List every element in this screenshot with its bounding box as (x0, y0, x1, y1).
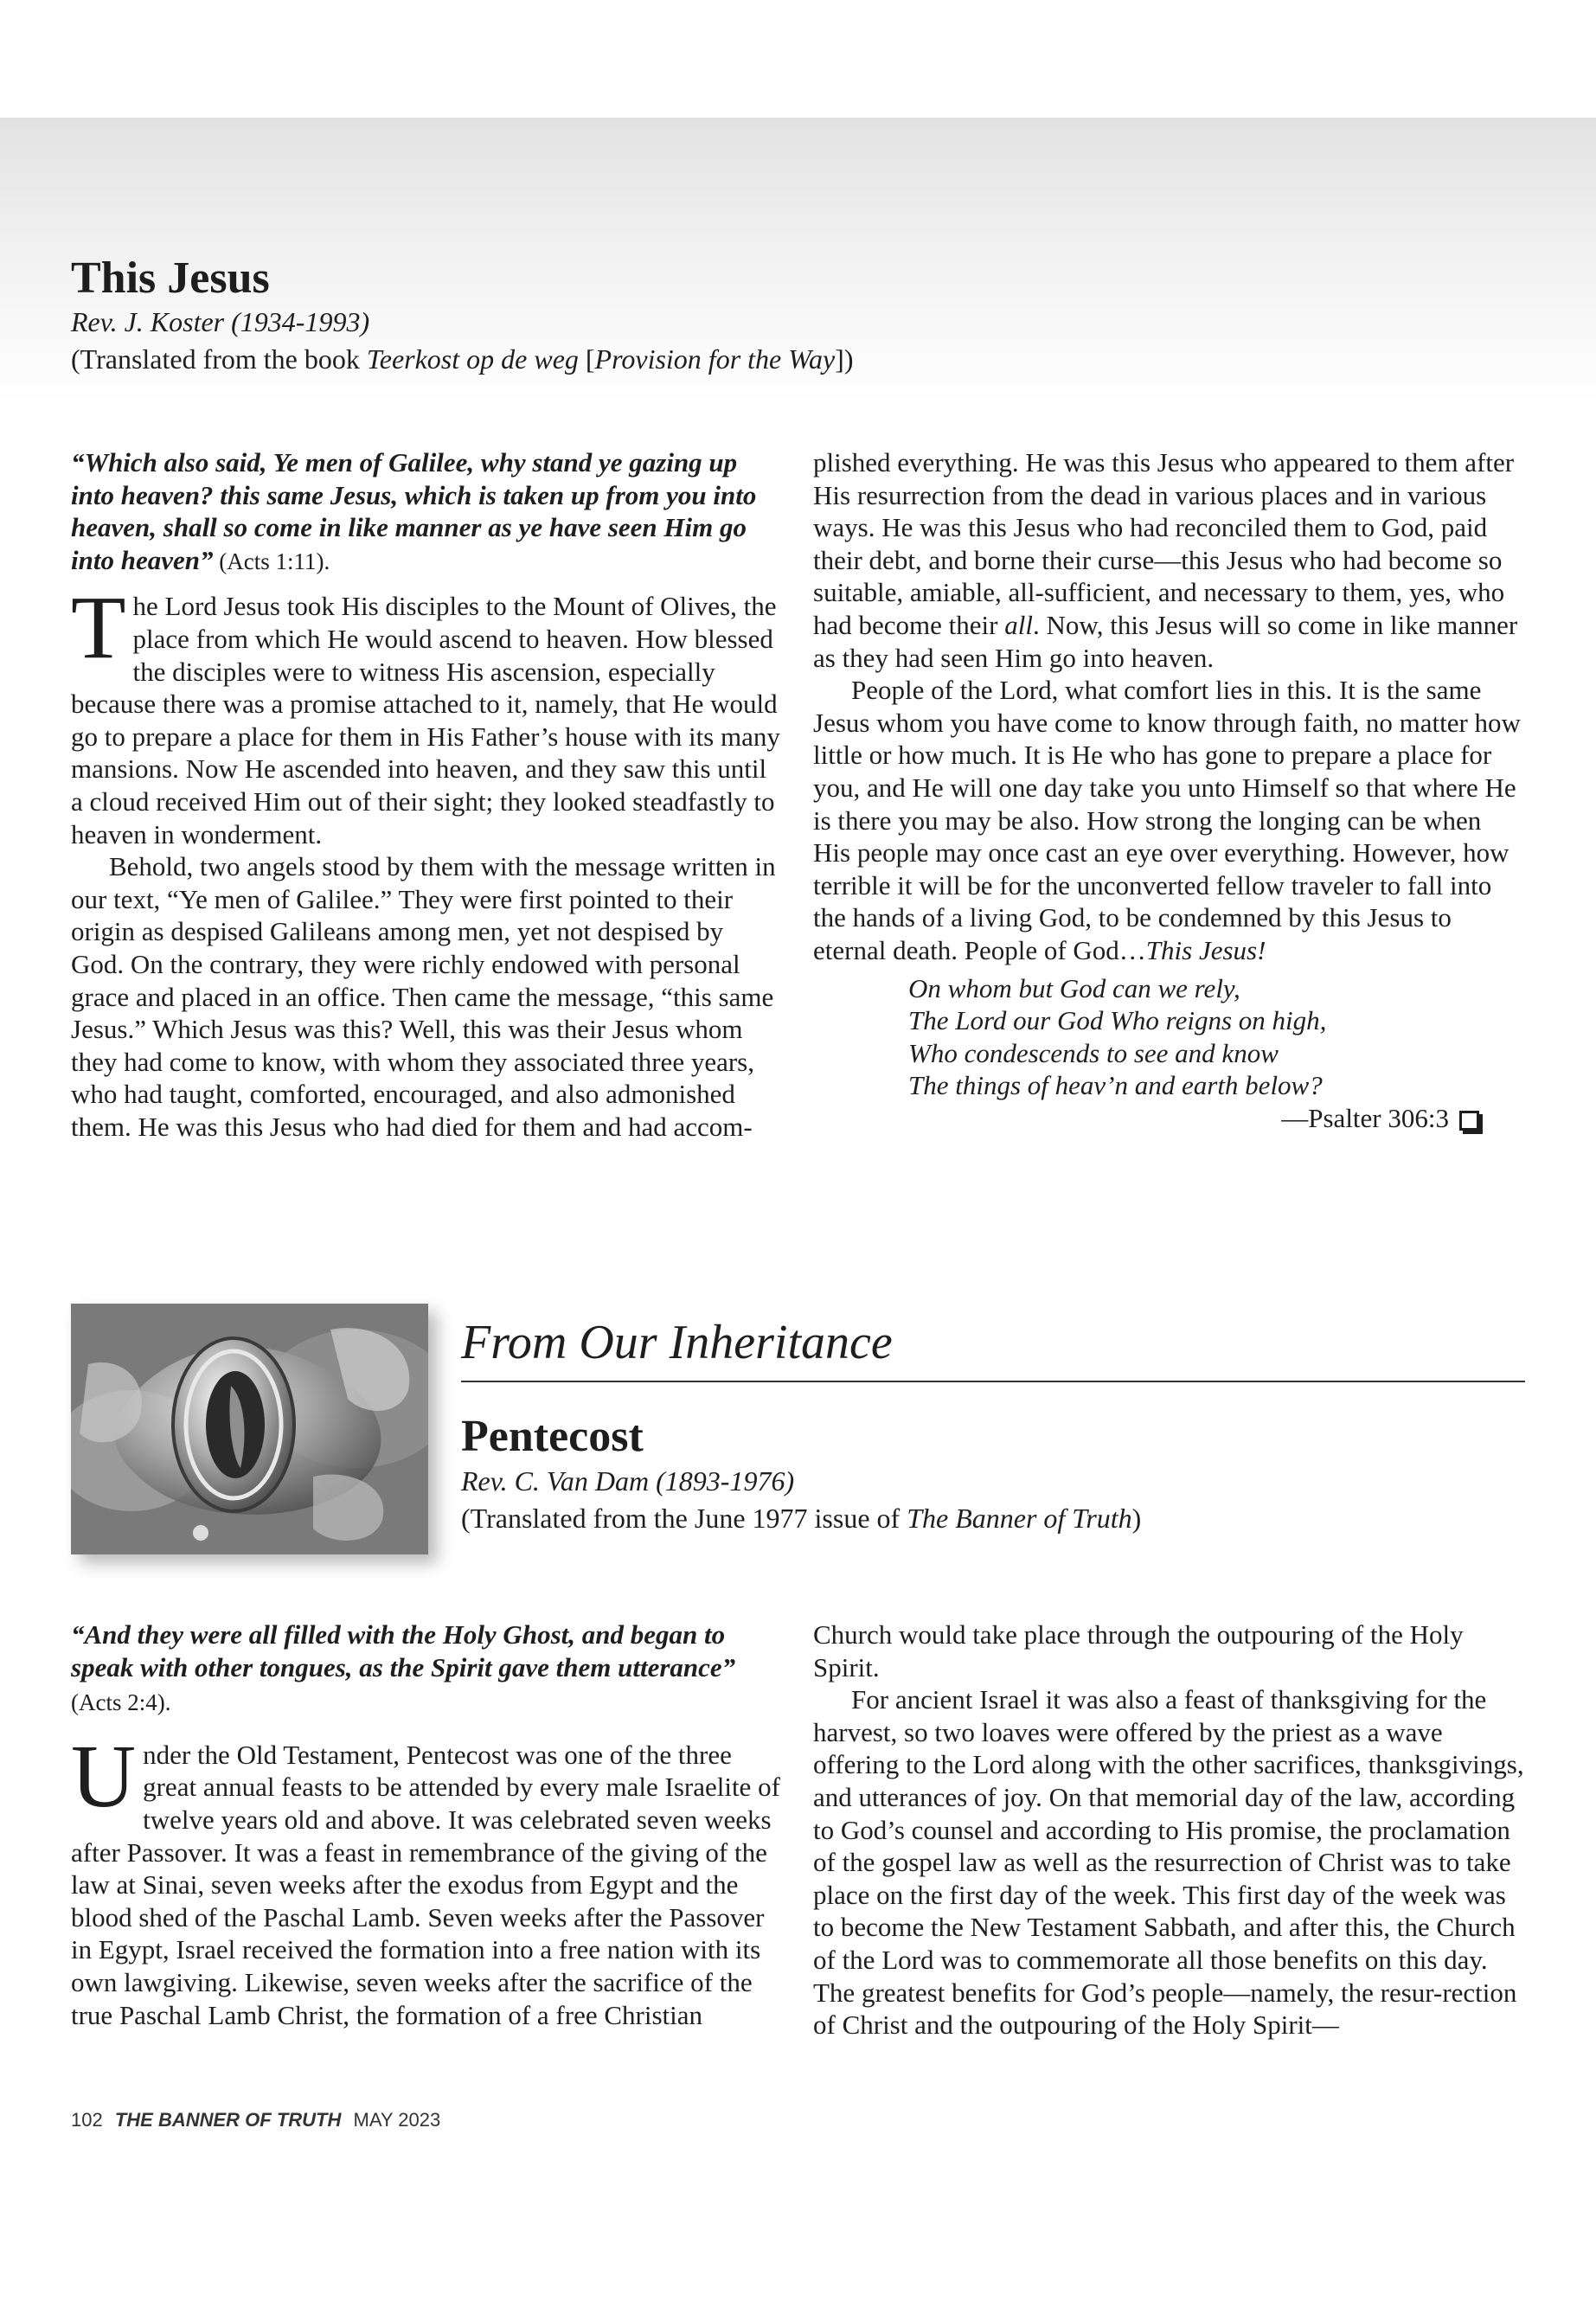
paragraph: Church would take place through the outpouring of the Holy Spirit. (813, 1619, 1464, 1682)
page-number: 102 (71, 2109, 103, 2131)
ring-photo (71, 1304, 428, 1554)
section-heading: From Our Inheritance (461, 1308, 1525, 1382)
article-column-right (813, 1618, 1524, 2041)
article-author: Rev. C. Van Dam (1893-1976) (461, 1465, 795, 1497)
poem-line: Who condescends to see and know (908, 1037, 1279, 1068)
article-column-right (813, 446, 1524, 1134)
article-source: (Translated from the book Teerkost op de weg [Provision for the Way]) (71, 343, 854, 375)
ring-icon (71, 1304, 428, 1554)
paragraph: For ancient Israel it was also a feast of thanksgiving for the harvest, so two loaves were offered by the priest as a wave offering to the Lord along with the other sacrifices, thanksgivings, and utterances of joy. On that memorial day of the law, according to God’s counsel and according to His promise, the proclamation of the gospel law as well as the resurrection of Christ was to take place on the first day of the week. This first day of the week was to become the New Testament Sabbath, and after this, the Church of the Lord was to commemorate all those benefits on this day. The greatest benefits for God’s people—namely, the resur-rection of Christ and the outpouring of the Holy Spirit— (813, 1684, 1524, 2041)
article-title: This Jesus (71, 253, 270, 303)
drop-cap: U (71, 1726, 137, 1826)
article-header (461, 1410, 1525, 1538)
article-header (71, 253, 1542, 379)
article-author: Rev. J. Koster (1934-1993) (71, 306, 370, 337)
end-mark-icon (1459, 1111, 1479, 1131)
poem-line: On whom but God can we rely, (908, 972, 1240, 1003)
article-column-left (71, 446, 780, 1143)
page-footer (71, 2109, 440, 2131)
article-title: Pentecost (461, 1412, 644, 1461)
poem-line: The Lord our God Who reigns on high, (908, 1005, 1327, 1036)
paragraph: The Lord Jesus took His disciples to the Mount of Olives, the place from which He would ascend to heaven. How blessed the disciples were to witness His ascension, especially because there was a promise attached to it, namely, that He would go to prepare a place for them in His Father’s house with its many mansions. Now He ascended into heaven, and they saw this until a cloud received Him out of their sight; they looked steadfastly to heaven in wonderment. (71, 578, 780, 849)
article-source: (Translated from the June 1977 issue of The Banner of Truth) (461, 1503, 1142, 1534)
paragraph: Under the Old Testament, Pentecost was one of the three great annual feasts to be attended by every male Israelite of twelve years old and above. It was celebrated seven weeks after Passover. It was a feast in remembrance of the giving of the law at Sinai, seven weeks after the exodus from Egypt and the blood shed of the Paschal Lamb. Seven weeks after the Passover in Egypt, Israel received the formation into a free nation with its own lawgiving. Likewise, seven weeks after the sacrifice of the true Paschal Lamb Christ, the formation of a free Christian (71, 1726, 780, 2030)
issue-date: MAY 2023 (353, 2109, 441, 2131)
poem (908, 972, 1524, 1102)
paragraph: People of the Lord, what comfort lies in this. It is the same Jesus whom you have come to know through faith, no matter how little or how much. It is He who has gone to prepare a place for you, and He will one day take you unto Himself so that where He is there you may be also. How strong the longing can be when His people may once cast an eye over everything. However, how terrible it will be for the unconverted fellow traveler to fall into the hands of a living God, to be condemned by this Jesus to eternal death. People of God…This Jesus! (813, 675, 1521, 965)
paragraph: Behold, two angels stood by them with the message written in our text, “Ye men of Galilee.” They were first pointed to their origin as despised Galileans among men, yet not despised by God. On the contrary, they were richly endowed with personal grace and placed in an office. Then came the message, “this same Jesus.” Which Jesus was this? Well, this was their Jesus whom they had come to know, with whom they associated three years, who had taught, comforted, encouraged, and also admonished them. He was this Jesus who had died for them and had accom- (71, 851, 776, 1142)
drop-cap: T (71, 578, 126, 678)
poem-line: The things of heav’n and earth below? (908, 1070, 1323, 1101)
article-column-left (71, 1618, 780, 2031)
scripture-quote: “And they were all filled with the Holy Ghost, and began to speak with other tongues, as the Spirit gave them utterance” (Acts 2:4). (71, 1619, 736, 1716)
scripture-quote: “Which also said, Ye men of Galilee, why stand ye gazing up into heaven? this same Jesus, which is taken up from you into heaven, shall so come in like manner as ye have seen Him go into heaven” (Acts 1:11). (71, 447, 757, 575)
paragraph: plished everything. He was this Jesus who appeared to them after His resurrection from the dead in various places and in various ways. He was this Jesus who had reconciled them to God, paid their debt, and borne their curse—this Jesus who had become so suitable, amiable, all-sufficient, and necessary to them, yes, who had become their all. Now, this Jesus will so come in like manner as they had seen Him go into heaven. (813, 447, 1518, 673)
psalter-citation: —Psalter 306:3 (813, 1102, 1524, 1135)
magazine-name: THE BANNER OF TRUTH (114, 2109, 342, 2131)
